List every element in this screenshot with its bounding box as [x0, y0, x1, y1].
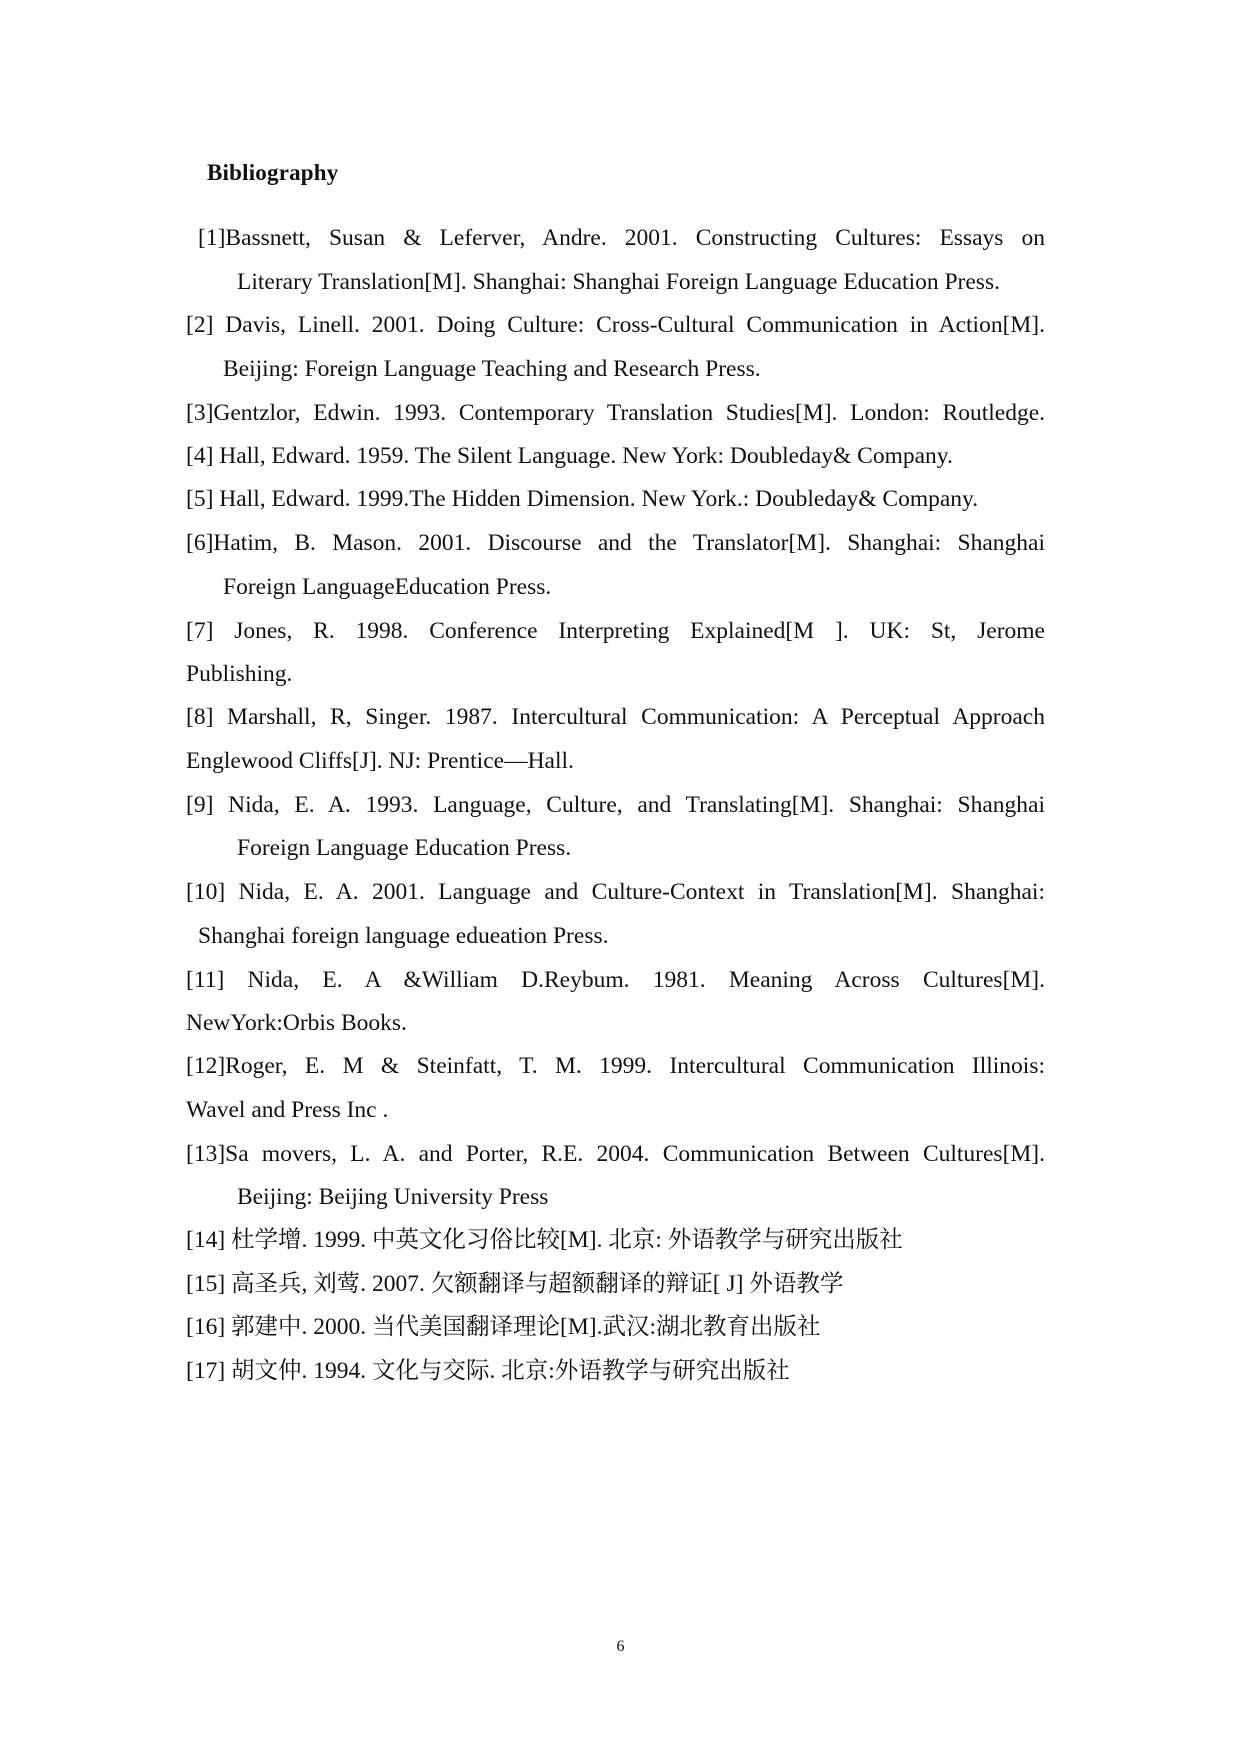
reference-line: Publishing.	[186, 661, 293, 687]
reference-line: Englewood Cliffs[J]. NJ: Prentice—Hall.	[186, 748, 574, 774]
reference-line: [13]Sa movers, L. A. and Porter, R.E. 2004. Communication Between Cultures[M].	[186, 1141, 1045, 1167]
reference-line: Beijing: Foreign Language Teaching and Research Press.	[223, 356, 761, 382]
reference-line: [12]Roger, E. M & Steinfatt, T. M. 1999. Intercultural Communication Illinois:	[186, 1053, 1045, 1079]
reference-line: Shanghai foreign language edueation Press.	[198, 923, 609, 949]
page-number: 6	[616, 1638, 625, 1655]
reference-line: Beijing: Beijing University Press	[237, 1184, 549, 1210]
reference-line: [11] Nida, E. A &William D.Reybum. 1981. Meaning Across Cultures[M].	[186, 967, 1045, 993]
reference-line: [4] Hall, Edward. 1959. The Silent Language. New York: Doubleday& Company.	[186, 443, 953, 469]
reference-line: [8] Marshall, R, Singer. 1987. Intercultural Communication: A Perceptual Approach	[186, 704, 1045, 730]
reference-line: [17] 胡文仲. 1994. 文化与交际. 北京:外语教学与研究出版社	[186, 1358, 790, 1384]
reference-line: Wavel and Press Inc .	[186, 1097, 389, 1123]
reference-line: [16] 郭建中. 2000. 当代美国翻译理论[M].武汉:湖北教育出版社	[186, 1314, 821, 1340]
reference-line: [2] Davis, Linell. 2001. Doing Culture: Cross-Cultural Communication in Action[M].	[186, 312, 1045, 338]
reference-line: [3]Gentzlor, Edwin. 1993. Contemporary Translation Studies[M]. London: Routledge.	[186, 400, 1045, 426]
reference-line: [10] Nida, E. A. 2001. Language and Culture-Context in Translation[M]. Shanghai:	[186, 879, 1045, 905]
reference-line: [7] Jones, R. 1998. Conference Interpreting Explained[M ]. UK: St, Jerome	[186, 618, 1045, 644]
reference-line: [6]Hatim, B. Mason. 2001. Discourse and the Translator[M]. Shanghai: Shanghai	[186, 530, 1045, 556]
reference-line: [15] 高圣兵, 刘莺. 2007. 欠额翻译与超额翻译的辩证[ J] 外语教学	[186, 1271, 844, 1297]
reference-line: [5] Hall, Edward. 1999.The Hidden Dimension. New York.: Doubleday& Company.	[186, 486, 979, 512]
reference-line: Literary Translation[M]. Shanghai: Shanghai Foreign Language Education Press.	[237, 269, 1000, 295]
reference-line: [9] Nida, E. A. 1993. Language, Culture, and Translating[M]. Shanghai: Shanghai	[186, 792, 1045, 818]
reference-line: Foreign LanguageEducation Press.	[223, 574, 552, 600]
reference-line: NewYork:Orbis Books.	[186, 1010, 407, 1036]
bibliography-heading: Bibliography	[207, 160, 339, 185]
reference-line: [14] 杜学增. 1999. 中英文化习俗比较[M]. 北京: 外语教学与研究出版社	[186, 1227, 903, 1253]
reference-line: [1]Bassnett, Susan & Leferver, Andre. 2001. Constructing Cultures: Essays on	[198, 225, 1045, 251]
reference-line: Foreign Language Education Press.	[237, 835, 572, 861]
